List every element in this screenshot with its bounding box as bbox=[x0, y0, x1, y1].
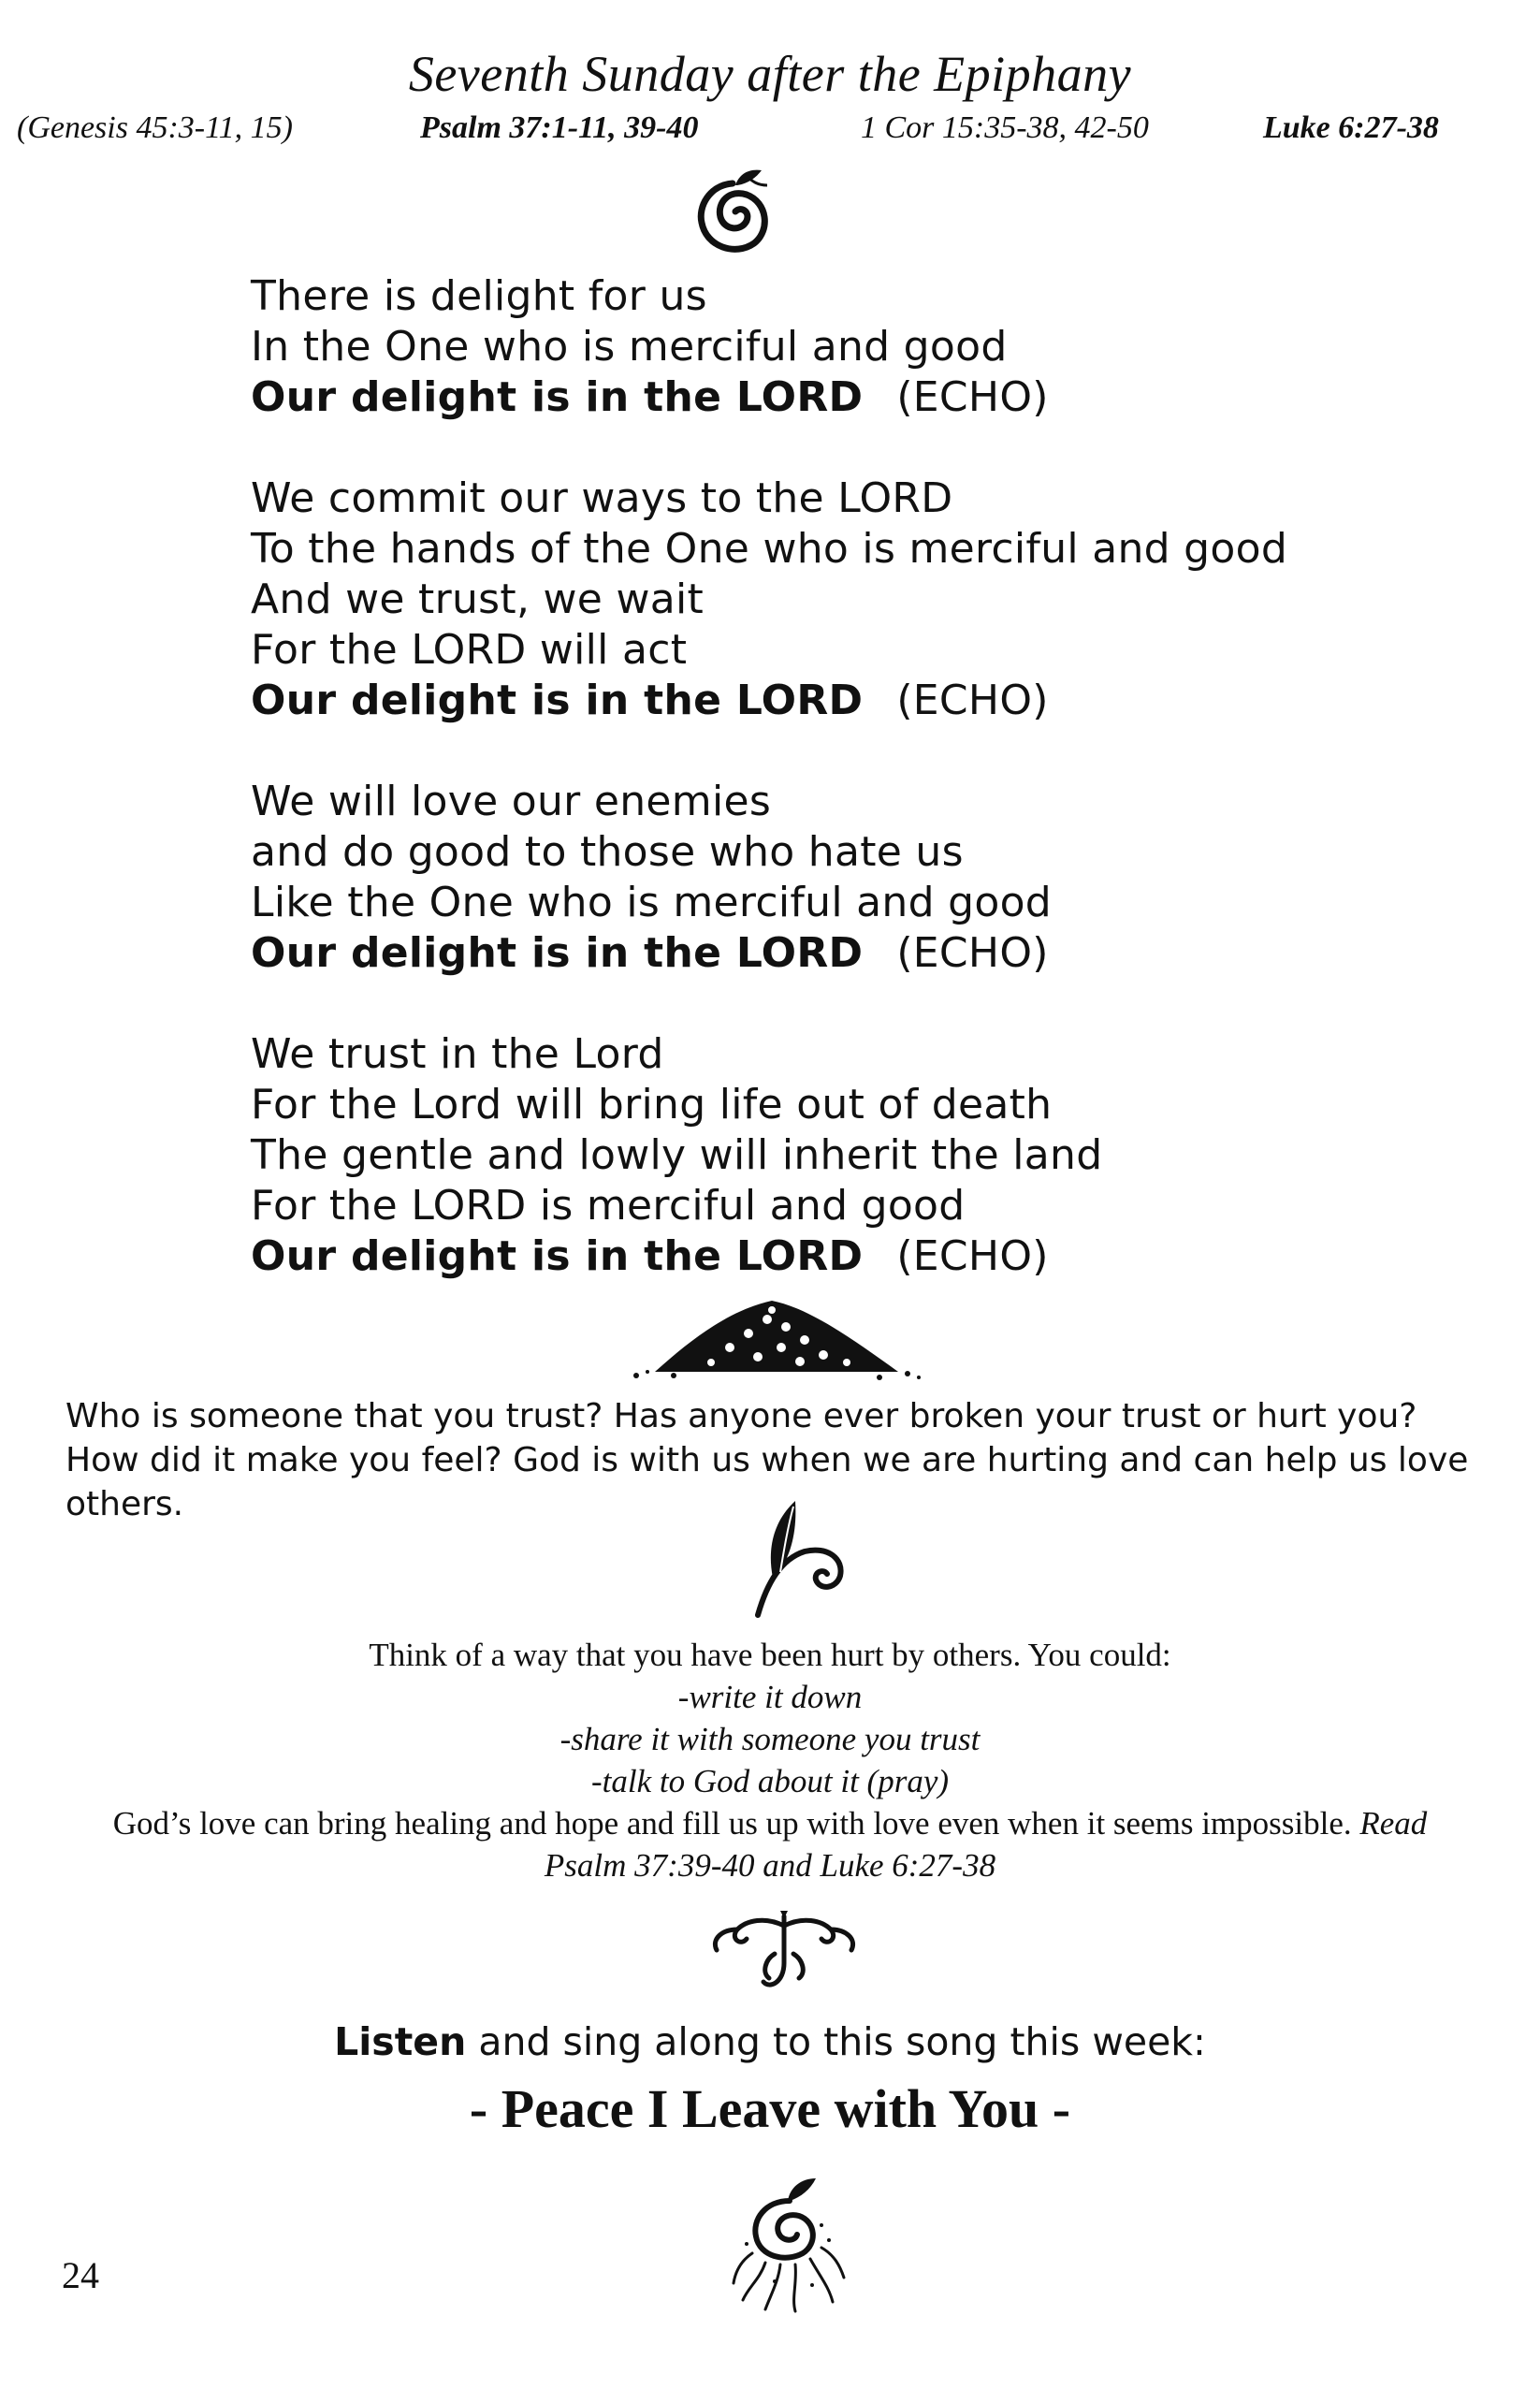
stanza bbox=[251, 271, 1420, 423]
reading-genesis: (Genesis 45:3-11, 15) bbox=[17, 110, 293, 145]
refrain-text: Our delight is in the LORD bbox=[251, 1232, 864, 1280]
psalm-line: In the One who is merciful and good bbox=[251, 323, 1008, 371]
psalm-line: For the LORD is merciful and good bbox=[251, 1182, 966, 1230]
listen-rest: and sing along to this song this week: bbox=[466, 2019, 1206, 2064]
activity-intro: Think of a way that you have been hurt by others. You could: bbox=[369, 1637, 1171, 1673]
echo-cue: (ECHO) bbox=[896, 1232, 1049, 1280]
page-title: Seventh Sunday after the Epiphany bbox=[408, 46, 1132, 102]
psalm-line: We will love our enemies bbox=[251, 778, 772, 825]
curly-vine-icon bbox=[700, 1907, 868, 2001]
song-title: - Peace I Leave with You - bbox=[469, 2078, 1071, 2139]
listen-bold: Listen bbox=[334, 2019, 467, 2064]
reading-luke: Luke 6:27-38 bbox=[1263, 110, 1439, 145]
listen-instruction bbox=[0, 2019, 1540, 2064]
psalm-line: We trust in the Lord bbox=[251, 1030, 664, 1078]
psalm-line: and do good to those who hate us bbox=[251, 828, 964, 876]
psalm-line: Like the One who is merciful and good bbox=[251, 879, 1053, 926]
page-number: 24 bbox=[62, 2254, 99, 2296]
scripture-references bbox=[0, 110, 1540, 157]
spiral-roots-icon bbox=[728, 2169, 850, 2319]
stanza bbox=[251, 777, 1420, 979]
seed-pile-icon bbox=[617, 1282, 936, 1385]
psalm-line: To the hands of the One who is merciful and good bbox=[251, 525, 1288, 573]
psalm-line: For the LORD will act bbox=[251, 626, 688, 674]
activity-option: -write it down bbox=[677, 1679, 863, 1715]
psalm-line: We commit our ways to the LORD bbox=[251, 474, 953, 522]
read-reference: Read Psalm 37:39-40 and Luke 6:27-38 bbox=[544, 1805, 1428, 1884]
activity-block bbox=[112, 1634, 1428, 1886]
echo-cue: (ECHO) bbox=[896, 929, 1049, 977]
activity-option: -talk to God about it (pray) bbox=[590, 1763, 950, 1799]
reflection-question: Who is someone that you trust? Has anyone ever broken your trust or hurt you? How did it make you feel? God is with us when we are hurting and can help us love others. bbox=[65, 1397, 1469, 1523]
refrain bbox=[251, 372, 1420, 423]
psalm-line: There is delight for us bbox=[251, 272, 707, 320]
refrain-text: Our delight is in the LORD bbox=[251, 929, 864, 977]
psalm-line: The gentle and lowly will inherit the land bbox=[251, 1131, 1103, 1179]
refrain bbox=[251, 1231, 1420, 1282]
activity-closing-text: God’s love can bring healing and hope and fill us up with love even when it seems impossible. bbox=[112, 1805, 1352, 1842]
echo-cue: (ECHO) bbox=[896, 677, 1049, 724]
activity-closing bbox=[112, 1802, 1428, 1886]
psalm-line: And we trust, we wait bbox=[251, 575, 705, 623]
psalm-line: For the Lord will bring life out of death bbox=[251, 1081, 1053, 1128]
stanza bbox=[251, 473, 1420, 726]
psalm-responsive bbox=[251, 271, 1420, 1332]
activity-option: -share it with someone you trust bbox=[559, 1721, 981, 1757]
refrain-text: Our delight is in the LORD bbox=[251, 677, 864, 724]
reading-psalm: Psalm 37:1-11, 39-40 bbox=[420, 110, 699, 145]
stanza bbox=[251, 1029, 1420, 1282]
echo-cue: (ECHO) bbox=[896, 373, 1049, 421]
refrain bbox=[251, 928, 1420, 979]
reading-corinthians: 1 Cor 15:35-38, 42-50 bbox=[861, 110, 1149, 145]
sprout-icon bbox=[739, 1493, 870, 1624]
refrain bbox=[251, 676, 1420, 726]
refrain-text: Our delight is in the LORD bbox=[251, 373, 864, 421]
spiral-seed-icon bbox=[681, 165, 784, 268]
